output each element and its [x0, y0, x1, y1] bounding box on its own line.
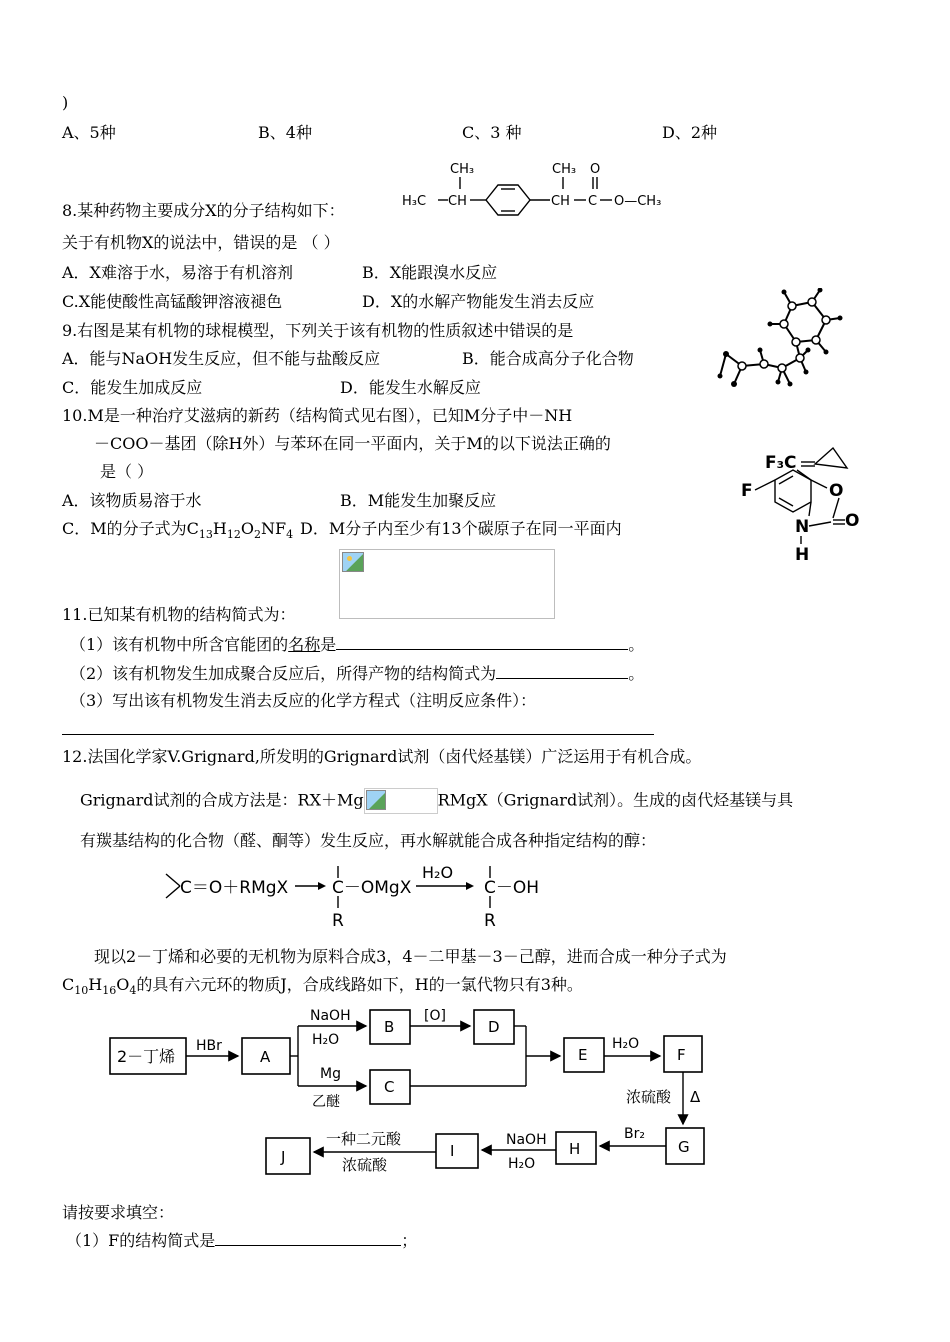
q12-line3: 有羰基结构的化合物（醛、酮等）发生反应，再水解就能合成各种指定结构的醇：: [80, 831, 657, 850]
q7-paren: ): [62, 93, 69, 112]
flow-box-b: B: [384, 1018, 395, 1036]
q9-ball-stick-model: [712, 288, 852, 398]
q8-option-a: A．X难溶于水，易溶于有机溶剂: [62, 263, 293, 282]
image-placeholder-icon: [366, 790, 386, 810]
q10-m-structure: [735, 440, 865, 570]
flow-naoh-2: NaOH: [506, 1132, 547, 1148]
rx-h2o: H₂O: [422, 863, 454, 882]
flow-box-e: E: [578, 1046, 588, 1064]
flow-h2o-2: H₂O: [612, 1036, 640, 1052]
q12-paragraph-1: 现以2－丁烯和必要的无机物为原料合成3，4－二甲基－3－己醇，进而合成一种分子式为: [94, 947, 727, 966]
rx-r2: R: [484, 911, 496, 931]
struct-ch-left: CH: [448, 194, 467, 209]
q7-option-c: C、3 种: [462, 123, 522, 142]
flow-naoh: NaOH: [310, 1008, 351, 1024]
rx-product: C－OH: [484, 878, 540, 898]
flow-box-h: H: [569, 1140, 581, 1158]
q10-option-c: C．M的分子式为$C_{13}H_{12}O_2NF_4$: [62, 519, 294, 542]
q12-grignard-synthesis: Grignard试剂的合成方法是：RX＋Mg RMgX（Grignard试剂）。生成的卤代烃基镁与具: [80, 788, 793, 814]
struct-ch3-right: CH₃: [552, 162, 577, 177]
q12-fill-instruction: 请按要求填空：: [62, 1203, 175, 1222]
flow-box-j: J: [281, 1148, 286, 1166]
rx-intermediate: C－OMgX: [332, 878, 412, 898]
flow-oxidation: [O]: [424, 1008, 446, 1024]
q7-option-d: D、2种: [662, 123, 718, 142]
q8-option-c: C.X能使酸性高锰酸钾溶液褪色: [62, 292, 283, 311]
q12-grignard-reaction-scheme: [160, 856, 560, 936]
q11-part1: （1）该有机物中所含官能团的名称是 。: [70, 635, 645, 654]
flow-box-d: D: [488, 1018, 500, 1036]
q11-structure-image-placeholder: [339, 549, 555, 619]
flow-h2so4: 浓硫酸: [626, 1088, 672, 1106]
q10-option-d: D．M分子内至少有13个碳原子在同一平面内: [300, 519, 622, 538]
struct-ch-right: CH: [551, 194, 570, 209]
arrow-image-placeholder: [364, 788, 438, 814]
q12-paragraph-2: $C_{10}H_{16}O_4$的具有六元环的物质J，合成线路如下，H的一氯代物只有3种。: [62, 975, 583, 998]
struct-f: F: [741, 481, 753, 501]
rx-r1: R: [332, 911, 344, 931]
flow-box-f: F: [677, 1046, 686, 1064]
q7-option-b: B、4种: [258, 123, 312, 142]
flow-diacid: 一种二元酸: [326, 1130, 402, 1148]
q12-part1: （1）F的结构简式是 ；: [66, 1231, 418, 1250]
q9-stem: 9.右图是某有机物的球棍模型，下列关于该有机物的性质叙述中错误的是: [62, 321, 574, 340]
q9-option-c: C．能发生加成反应: [62, 378, 203, 397]
flow-mg: Mg: [320, 1066, 341, 1082]
flow-box-i: I: [450, 1142, 455, 1160]
q8-option-d: D．X的水解产物能发生消去反应: [362, 292, 595, 311]
struct-n: N: [795, 517, 810, 537]
q11-part3: （3）写出该有机物发生消去反应的化学方程式（注明反应条件）：: [70, 691, 537, 710]
q8-question: 关于有机物X的说法中，错误的是 （ ）: [62, 233, 340, 252]
struct-ch3-left: CH₃: [450, 162, 475, 177]
flow-delta: Δ: [690, 1088, 701, 1106]
struct-f3c: F₃C: [765, 453, 797, 473]
flow-hbr: HBr: [196, 1038, 222, 1054]
q10-stem-line3: 是（ ）: [100, 462, 154, 481]
q8-option-b: B．X能跟溴水反应: [362, 263, 498, 282]
q8-molecule-structure: [400, 155, 680, 225]
flow-h2o-3: H₂O: [508, 1156, 536, 1172]
q9-option-b: B．能合成高分子化合物: [462, 349, 634, 368]
q9-option-a: A．能与NaOH发生反应，但不能与盐酸反应: [62, 349, 381, 368]
rx-reactants: C＝O＋RMgX: [180, 878, 289, 898]
flow-ether: 乙醚: [312, 1094, 340, 1110]
flow-box-c: C: [384, 1078, 395, 1096]
flow-br2: Br₂: [624, 1126, 645, 1142]
flow-box-a: A: [260, 1048, 271, 1066]
q10-option-b: B．M能发生加聚反应: [340, 491, 497, 510]
flow-box-start: 2－丁烯: [117, 1047, 176, 1066]
struct-h3c: H₃C: [402, 194, 427, 209]
flow-h2so4-2: 浓硫酸: [342, 1156, 388, 1174]
struct-och3: O—CH₃: [614, 194, 662, 209]
q10-stem-line2: －COO－基团（除H外）与苯环在同一平面内，关于M的以下说法正确的: [94, 434, 611, 453]
flow-box-g: G: [678, 1138, 690, 1156]
q9-option-d: D．能发生水解反应: [340, 378, 481, 397]
q11-answer-line: [62, 734, 654, 735]
q12-synthesis-flowchart: [100, 1000, 720, 1180]
q11-stem: 11.已知某有机物的结构简式为：: [62, 605, 296, 624]
q11-part2: （2）该有机物发生加成聚合反应后，所得产物的结构简式为 。: [70, 664, 645, 683]
image-placeholder-icon: [342, 552, 364, 572]
q10-option-a: A．该物质易溶于水: [62, 491, 202, 510]
struct-o-carbonyl: O: [590, 162, 601, 177]
q12-stem: 12.法国化学家V.Grignard,所发明的Grignard试剂（卤代烃基镁）广泛运用于有机合成。: [62, 747, 702, 766]
struct-c: C: [588, 194, 598, 209]
struct-o-carbonyl: O: [845, 511, 860, 531]
flow-h2o-1: H₂O: [312, 1032, 340, 1048]
q8-stem: 8.某种药物主要成分X的分子结构如下：: [62, 201, 345, 220]
struct-h: H: [795, 545, 810, 565]
q7-option-a: A、5种: [62, 123, 116, 142]
struct-o-ring: O: [829, 481, 844, 501]
q10-stem-line1: 10.M是一种治疗艾滋病的新药（结构简式见右图），已知M分子中－NH: [62, 406, 573, 425]
